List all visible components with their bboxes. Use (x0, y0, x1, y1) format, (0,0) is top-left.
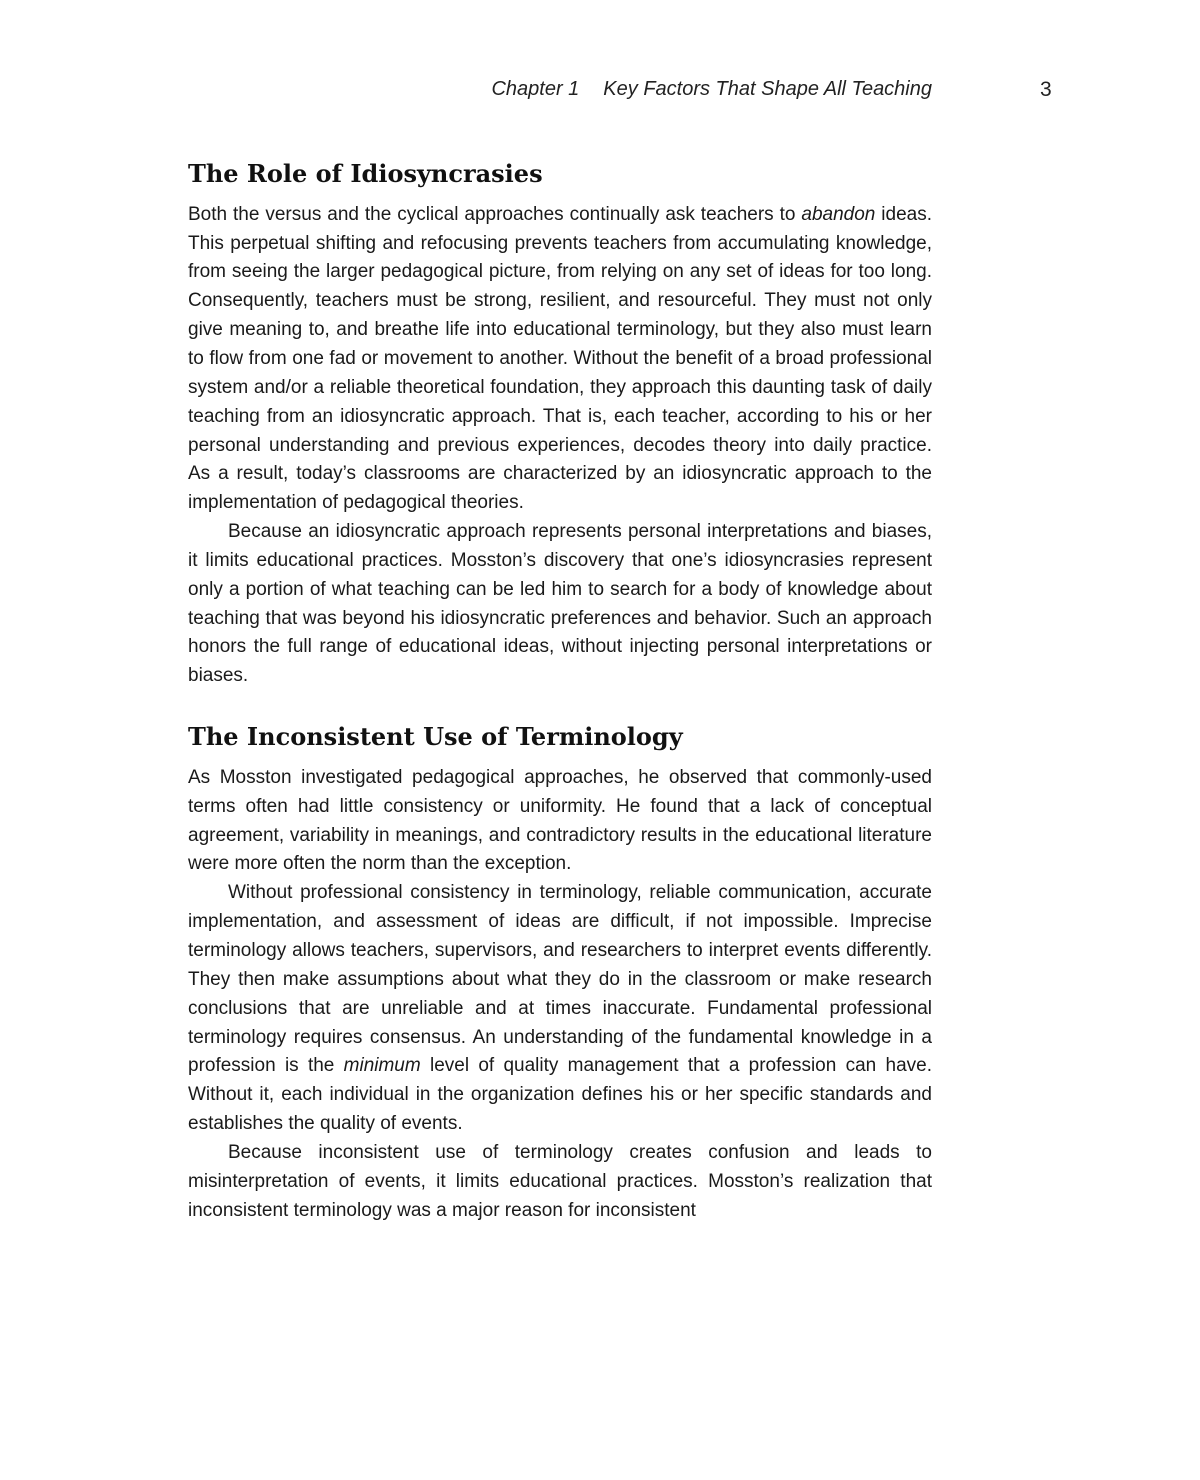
emphasis: abandon (801, 203, 876, 225)
paragraph-text: ideas. This perpetual shifting and refocusing prevents teachers from accumulating knowledge, from seeing the larger pedagogical picture, from relying on any set of ideas for too long. Consequently, teachers must be strong, resilient, and resourceful. They must not only give meaning to, and breathe life into educational terminology, but they also must learn to flow from one fad or movement to another. Without the benefit of a broad professional system and/or a reliable theoretical foundation, they approach this daunting task of daily teaching from an idiosyncratic approach. That is, each teacher, according to his or her personal understanding and previous experiences, decodes theory into daily practice. As a result, today’s classrooms are characterized by an idiosyncratic approach to the implementation of pedagogical theories. (188, 203, 932, 514)
paragraph (188, 201, 932, 518)
paragraph (188, 879, 932, 1139)
section-inconsistent-terminology (188, 723, 932, 1225)
paragraph: Because an idiosyncratic approach represents personal interpretations and biases, it limits educational practices. Mosston’s discovery that one’s idiosyncrasies represent only a portion of what teaching can be led him to search for a body of knowledge about teaching that was beyond his idiosyncratic preferences and behavior. Such an approach honors the full range of educational ideas, without injecting personal interpretations or biases. (188, 521, 932, 687)
emphasis: minimum (343, 1055, 421, 1077)
page-number: 3 (1040, 78, 1052, 101)
paragraph-text: Both the versus and the cyclical approaches continually ask teachers to (188, 203, 802, 225)
section-heading: The Inconsistent Use of Terminology (188, 722, 683, 752)
page-body (188, 160, 932, 1225)
paragraph: As Mosston investigated pedagogical approaches, he observed that commonly-used terms often had little consistency or uniformity. He found that a lack of conceptual agreement, variability in meanings, and contradictory results in the educational literature were more often the norm than the exception. (188, 766, 932, 875)
section-role-of-idiosyncrasies (188, 160, 932, 691)
chapter-title: Key Factors That Shape All Teaching (603, 78, 932, 100)
paragraph-text: Without professional consistency in terminology, reliable communication, accurate implementation, and assessment of ideas are difficult, if not impossible. Imprecise terminology allows teachers, supervisors, and researchers to interpret events differently. They then make assumptions about what they do in the classroom or make research conclusions that are unreliable and at times inaccurate. Fundamental professional terminology requires consensus. An understanding of the fundamental knowledge in a profession is the (188, 882, 932, 1077)
running-head (188, 78, 932, 101)
chapter-label: Chapter 1 (491, 78, 580, 100)
paragraph-text: level of quality management that a profession can have. Without it, each individual in the organization defines his or her specific standards and establishes the quality of events. (188, 1055, 932, 1135)
section-heading: The Role of Idiosyncrasies (188, 159, 543, 188)
paragraph: Because inconsistent use of terminology creates confusion and leads to misinterpretation of events, it limits educational practices. Mosston’s realization that inconsistent terminology was a major reason for inconsistent (188, 1141, 932, 1221)
